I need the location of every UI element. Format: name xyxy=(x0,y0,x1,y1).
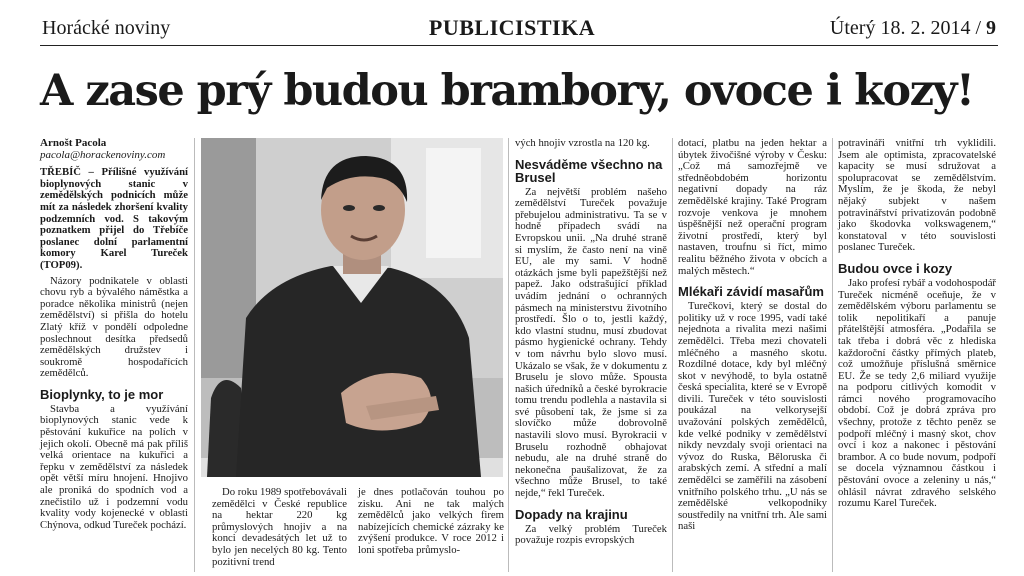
paragraph: Za velký problém Tureček považuje rozpis evropských xyxy=(515,522,667,547)
paragraph: Do roku 1989 spotřebovávali zemědělci v České republice na hektar 220 kg průmyslových hnojiv a na konci devadesátých let už to bylo jen necelých 80 kg. Tento pozitivní trend xyxy=(212,486,347,568)
column-divider xyxy=(832,138,833,572)
section-title: PUBLICISTIKA xyxy=(428,15,596,40)
column-2 xyxy=(212,487,347,568)
author-email: pacola@horackenoviny.com xyxy=(40,148,166,161)
article-headline: A zase prý budou brambory, ovoce i kozy! xyxy=(40,66,974,116)
page-header xyxy=(0,0,1024,44)
subheading-bioplynky: Bioplynky, to je mor xyxy=(40,386,164,402)
column-divider xyxy=(508,138,509,572)
column-1 xyxy=(40,138,188,531)
issue-date: Úterý 18. 2. 2014 / xyxy=(829,17,981,39)
author-name: Arnošt Pacola xyxy=(40,137,107,149)
column-divider xyxy=(672,138,673,572)
date-and-page xyxy=(830,17,996,40)
article-lead: TŘEBÍČ – Přílišné využívání bioplynových stanic v zemědělských podnicích může mít za následek zhoršení kvality podzemních vod. S takovým poznatkem přijel do Třebíče poslanec dolní parlamentní komory Karel Tureček (TOP09). xyxy=(40,166,188,271)
column-5 xyxy=(678,138,827,533)
column-3 xyxy=(358,487,504,557)
header-rule xyxy=(40,45,998,46)
subheading-ovce-kozy: Budou ovce i kozy xyxy=(838,260,953,276)
paragraph: potravináři vnitřní trh vyklidili. Jsem ale optimista, zpracovatelské kapacity se musí sdružovat a spolupracovat se zemědělstvím. Myslím, že je škoda, že nebyl nějaký subjekt v našem potravinářství privatizován podobně jako škodovka volkswagenem,“ konstatoval v této souvislosti poslanec Tureček. xyxy=(838,137,996,254)
paragraph: Stavba a využívání bioplynových stanic vede k pěstování kukuřice na polích v jejich okolí. Obecně má pak příliš velká orientace na kukuřici a řepku v zemědělství za následek opět větší míru hnojení. Hnojivo ale proniká do spodních vod a znečistilo už i podzemní vodu kvality vody kojenecké v oblasti Chýnova, odkud Tureček pochází. xyxy=(40,402,188,531)
page-number: 9 xyxy=(986,17,996,39)
paragraph: je dnes potlačován touhou po zisku. Ani ne tak malých zemědělců jako velkých firem nabízejících chemické zázraky ke zvýšení produkce. V roce 2012 i loni spotřeba průmyslo- xyxy=(358,486,504,556)
paragraph: vých hnojiv vzrostla na 120 kg. xyxy=(515,137,650,149)
paragraph: Jako profesí rybář a vodohospodář Tureček nicméně oceňuje, že v zemědělském výboru parlamentu se tolik nepolitikaří a panuje přátelštější atmosféra. „Podařila se tak třeba i dobrá věc z hlediska každoroční částky přímých plateb, což umožňuje příslušná směrnice EU. Že se tedy 2,6 miliard využije na podporu citlivých komodit v rámci nového programovacího období. Což je dobrá zpráva pro všechny, protože z těchto peněz se podpoří mléčný i masný skot, chov ovcí i koz a nakonec i pěstování brambor. A co bude novum, podpoří se docela významnou částkou i pěstování ovoce a zeleniny u nás,“ ohlásil návrat zdravého selského rozumu Karel Tureček. xyxy=(838,276,996,510)
subheading-krajina: Dopady na krajinu xyxy=(515,506,628,522)
newspaper-name: Horácké noviny xyxy=(42,17,171,39)
subheading-brusel: Nesváděme všechno na Brusel xyxy=(515,156,663,185)
politician-photo xyxy=(201,138,503,477)
paragraph: Za největší problém našeho zemědělství Tureček považuje přebujelou administrativu. Ta se v hodně případech svádí na Evropskou unii. „Na druhé straně si myslím, že často není na vině EU, ale my sami. V hodně otázkách jsme byli papežštější než papež. Jako odstrašující příklad uvádím jednání o ochranných pásmech na ministerstvu životního prostředí. Šlo o to, jestli každý, kdo vlastní studnu, musí zbudovat pásmo hygienické ochrany. Tehdy v tom návrhu bylo slovo musí. Ukázalo se však, že v dokumentu z Bruselu je slovo může. Spousta našich úředníků a české byrokracie tomu trendu podlehla a nastavila si své působení tak, že jsme si za slovíčko může dobrovolně nastavili slovo musí. Byrokracii v Bruselu rozhodně obhajovat nebudu, ale na druhé straně do nekonečna paušalizovat, že za všechno může Brusel, to také nejde,“ řekl Tureček. xyxy=(515,185,667,500)
photo-illustration xyxy=(201,138,503,477)
paragraph: dotací, platbu na jeden hektar a úbytek živočišné výroby v Česku: „Což má samozřejmě ve středněobdobém horizontu negativní dopady na ráz zemědělské krajiny. Také Program rozvoje venkova je mnohem úspěšnější než operační program životní prostředí, který byl nastaven, troufnu si říct, mimo realitu běžného života v obcích a malých městech.“ xyxy=(678,137,827,277)
column-4 xyxy=(515,138,667,547)
subheading-mlekari: Mlékaři závidí masařům xyxy=(678,284,824,300)
paragraph: Názory podnikatele v oblasti chovu ryb a bývalého náměstka a poradce několika ministrů (nejen zemědělství) si přišla do hotelu Zlatý kříž v pondělí odpoledne poslechnout desítka předsedů zemědělských družstev i soukromě hospodařících zemědělců. xyxy=(40,274,188,380)
paragraph: Turečkovi, který se dostal do politiky už v roce 1995, vadí také nejednota a rivalita mezi našimi zemědělci. Třeba mezi chovateli mléčného a masného skotu. Rozdílné dotace, kdy byl mléčný skot v nevýhodě, to byla ostatně česká specialita, které se v Evropě divili. Tureček v této souvislosti poukázal na velkorysejší uvažování polských zemědělců, kde velké podniky v zemědělství nikdy nevzdaly svoji orientaci na vývoz do Ruska, Běloruska či arabských zemí. A střední a malí zemědělci se zaměřili na zásobení vnitřního polského trhu. „U nás se zemědělské velkopodniky soustředily na vnitřní trh. Ale sami naši xyxy=(678,300,827,533)
column-divider xyxy=(194,138,195,572)
column-6 xyxy=(838,138,996,510)
